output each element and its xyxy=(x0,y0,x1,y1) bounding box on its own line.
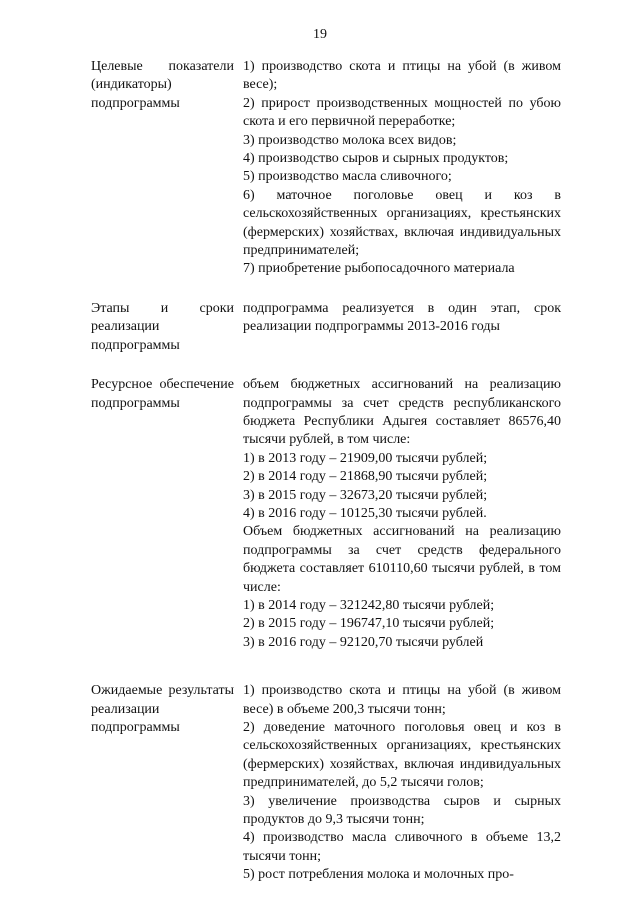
row-content xyxy=(243,376,561,652)
row-spacer xyxy=(91,652,559,682)
row-label: Ожидаемые результаты реализации подпрограммы xyxy=(91,683,234,735)
list-item: 2) прирост производственных мощностей по убою скота и его первичной переработке; xyxy=(243,95,561,130)
list-item: 7) приобретение рыбопосадочного материала xyxy=(243,261,515,277)
list-item: 1) производство скота и птицы на убой (в живом весе) в объеме 200,3 тысячи тонн; xyxy=(243,683,561,717)
list-item: 4) производство масла сливочного в объеме 13,2 тысячи тонн; xyxy=(243,830,561,864)
row-resource-provision xyxy=(91,376,559,652)
page-number: 19 xyxy=(313,27,327,42)
passport-table xyxy=(91,58,559,885)
list-item: 3) производство молока всех видов; xyxy=(243,132,457,148)
list-item: 4) в 2016 году – 10125,30 тысячи рублей. xyxy=(243,505,487,521)
list-item: 3) увеличение производства сыров и сырных продуктов до 9,3 тысячи тонн; xyxy=(243,793,561,828)
row-spacer xyxy=(91,279,559,300)
row-content xyxy=(243,300,561,355)
row-label: Ресурсное обеспечение подпрограммы xyxy=(91,377,234,411)
list-item: подпрограмма реализуется в один этап, срок реализации подпрограммы 2013-2016 годы xyxy=(243,300,561,335)
row-expected-results xyxy=(91,682,559,884)
list-item: 2) в 2015 году – 196747,10 тысячи рублей; xyxy=(243,616,495,632)
list-item: 3) в 2016 году – 92120,70 тысячи рублей xyxy=(243,634,484,650)
row-stages-and-terms xyxy=(91,300,559,355)
list-item: 2) доведение маточного поголовья овец и коз в сельскохозяйственных организациях, крестьянских (фермерских) хозяйствах, включая индивидуальных предпринимателей, до 5,2 тысячи голов; xyxy=(243,720,561,791)
row-label: Этапы и сроки реализации подпрограммы xyxy=(91,300,234,353)
row-target-indicators xyxy=(91,58,559,279)
list-item: Объем бюджетных ассигнований на реализацию подпрограммы за счет средств федерального бюджета составляет 610110,60 тысячи рублей, в том числе: xyxy=(243,524,561,595)
list-item: 1) в 2014 году – 321242,80 тысячи рублей; xyxy=(243,597,495,613)
row-content xyxy=(243,58,561,279)
list-item: 3) в 2015 году – 32673,20 тысячи рублей; xyxy=(243,487,488,503)
row-spacer xyxy=(91,355,559,376)
list-item: 5) производство масла сливочного; xyxy=(243,169,452,185)
list-item: 1) в 2013 году – 21909,00 тысячи рублей; xyxy=(243,450,488,466)
list-item: 2) в 2014 году – 21868,90 тысячи рублей; xyxy=(243,469,488,485)
list-item: 1) производство скота и птицы на убой (в живом весе); xyxy=(243,59,561,93)
row-label: Целевые показатели (индикаторы) подпрограммы xyxy=(91,59,234,111)
list-item: 4) производство сыров и сырных продуктов; xyxy=(243,151,509,167)
list-item: 6) маточное поголовье овец и коз в сельскохозяйственных организациях, крестьянских (фермерских) хозяйствах, включая индивидуальных предпринимателей; xyxy=(243,187,561,259)
row-content xyxy=(243,682,561,884)
list-item: объем бюджетных ассигнований на реализацию подпрограммы за счет средств республиканского бюджета Республики Адыгея составляет 86576,40 тысячи рублей, в том числе: xyxy=(243,377,561,448)
list-item: 5) рост потребления молока и молочных про- xyxy=(243,867,514,883)
